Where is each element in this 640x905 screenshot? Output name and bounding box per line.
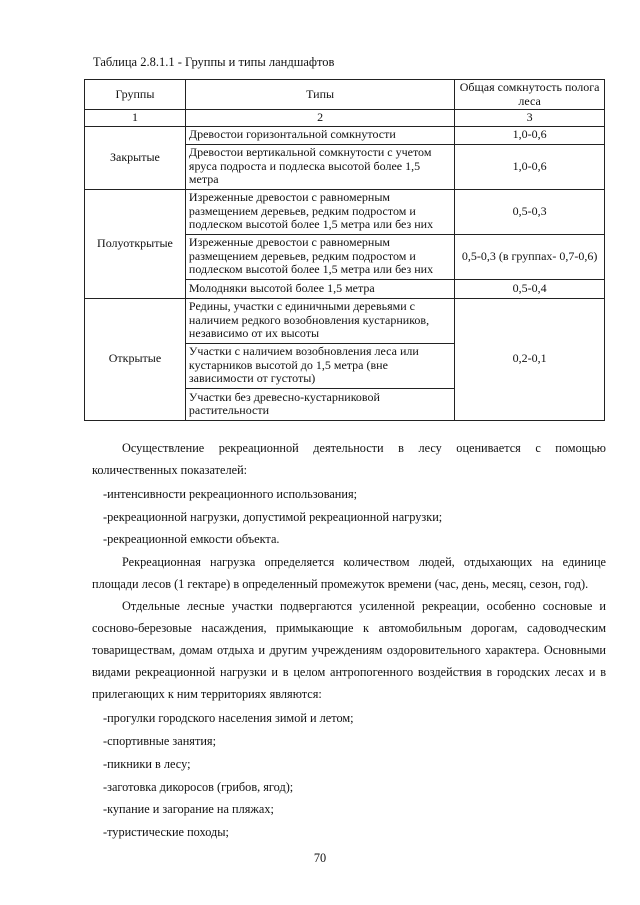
header-canopy: Общая сомкнутость полога леса <box>455 80 605 110</box>
col-number: 2 <box>185 110 454 127</box>
table-row <box>85 189 605 234</box>
value-cell: 0,5-0,3 <box>455 189 605 234</box>
value-cell: 0,2-0,1 <box>455 298 605 420</box>
table-caption: Таблица 2.8.1.1 - Группы и типы ландшафтов <box>93 55 335 69</box>
paragraph: Рекреационная нагрузка определяется количеством людей, отдыхающих на единице площади лесов (1 гектаре) в определенный промежуток времени (час, день, месяц, сезон, год). <box>92 555 606 591</box>
list-item: -прогулки городского населения зимой и летом; <box>103 711 354 725</box>
group-name: Закрытые <box>85 126 186 189</box>
type-cell: Изреженные древостои с равномерным размещением деревьев, редким подростом и подлеском высотой более 1,5 метра или без них <box>185 189 454 234</box>
list-item: -рекреационной емкости объекта. <box>103 532 280 546</box>
group-name: Открытые <box>85 298 186 420</box>
list-item: -пикники в лесу; <box>103 757 191 771</box>
list-item: -купание и загорание на пляжах; <box>103 802 274 816</box>
paragraph: Осуществление рекреационной деятельности в лесу оценивается с помощью количественных показателей: <box>92 441 606 477</box>
list-item: -спортивные занятия; <box>103 734 216 748</box>
header-types: Типы <box>185 80 454 110</box>
list-item: -заготовка дикоросов (грибов, ягод); <box>103 780 294 794</box>
header-groups: Группы <box>85 80 186 110</box>
paragraph: Отдельные лесные участки подвергаются усиленной рекреации, особенно сосновые и сосново-березовые насаждения, примыкающие к автомобильным дорогам, садоводческим товариществам, домам отдыха и другим учреждениям оздоровительного характера. Основными видами рекреационной нагрузки и в целом антропогенного воздействия в городских лесах и в прилегающих к ним территориях являются: <box>92 599 606 701</box>
type-cell: Изреженные древостои с равномерным размещением деревьев, редким подростом и подлеском высотой более 1,5 метра или без них <box>185 234 454 279</box>
number-row <box>85 110 605 127</box>
page-number: 70 <box>313 851 327 865</box>
list-item: -рекреационной нагрузки, допустимой рекреационной нагрузки; <box>103 510 443 524</box>
type-cell: Редины, участки с единичными деревьями с наличием редкого возобновления кустарников, независимо от их высоты <box>185 298 454 343</box>
value-cell: 1,0-0,6 <box>455 144 605 189</box>
list-item: -интенсивности рекреационного использования; <box>103 487 358 501</box>
table-row <box>85 126 605 144</box>
header-row <box>85 80 605 110</box>
table-row <box>85 298 605 343</box>
col-number: 1 <box>85 110 186 127</box>
type-cell: Участки без древесно-кустарниковой растительности <box>185 388 454 420</box>
list-item: -туристические походы; <box>103 825 229 839</box>
value-cell: 0,5-0,3 (в группах- 0,7-0,6) <box>455 234 605 279</box>
type-cell: Древостои горизонтальной сомкнутости <box>185 126 454 144</box>
type-cell: Древостои вертикальной сомкнутости с учетом яруса подроста и подлеска высотой более 1,5 метра <box>185 144 454 189</box>
landscape-table <box>84 79 605 421</box>
type-cell: Молодняки высотой более 1,5 метра <box>185 279 454 298</box>
col-number: 3 <box>455 110 605 127</box>
type-cell: Участки с наличием возобновления леса или кустарников высотой до 1,5 метра (вне зависимости от густоты) <box>185 343 454 388</box>
value-cell: 1,0-0,6 <box>455 126 605 144</box>
value-cell: 0,5-0,4 <box>455 279 605 298</box>
group-name: Полуоткрытые <box>85 189 186 298</box>
